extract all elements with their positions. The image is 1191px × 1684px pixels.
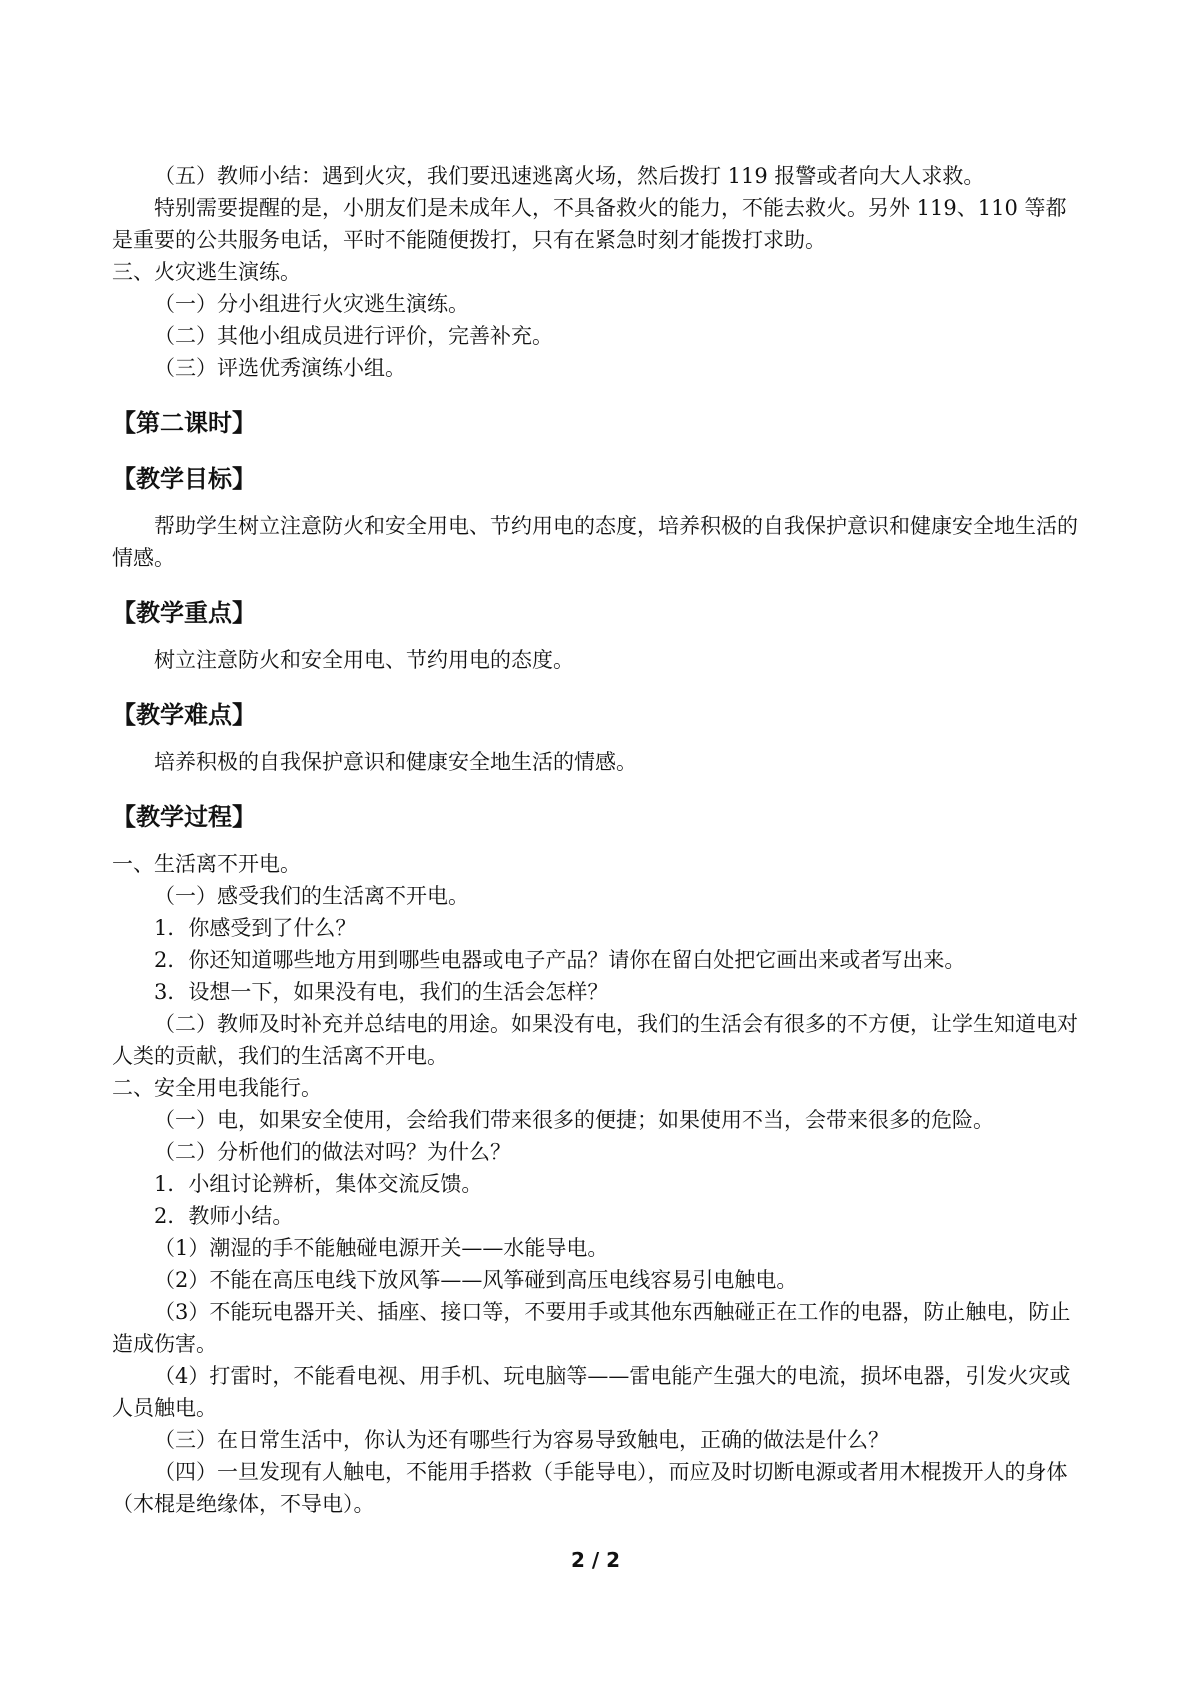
safety-rule: （4）打雷时，不能看电视、用手机、玩电脑等——雷电能产生强大的电流，损坏电器，引发火灾或人员触电。 [112,1364,1071,1420]
process-part-1: 一、生活离不开电。 [112,852,301,876]
process-subitem: 1．小组讨论辨析，集体交流反馈。 [154,1172,483,1196]
summary-paragraph: （五）教师小结：遇到火灾，我们要迅速逃离火场，然后拨打 119 报警或者向大人求救。 [154,164,985,188]
process-item: （四）一旦发现有人触电，不能用手搭救（手能导电），而应及时切断电源或者用木棍拨开人的身体（木棍是绝缘体，不导电）。 [112,1460,1068,1516]
teaching-focus-heading: 【教学重点】 [112,599,256,627]
lesson-two-title: 【第二课时】 [112,409,256,437]
teaching-focus-text: 树立注意防火和安全用电、节约用电的态度。 [154,648,574,672]
process-item: （一）电，如果安全使用，会给我们带来很多的便捷；如果使用不当，会带来很多的危险。 [154,1108,994,1132]
fire-drill-heading: 三、火灾逃生演练。 [112,260,301,284]
reminder-paragraph: 特别需要提醒的是，小朋友们是未成年人，不具备救火的能力，不能去救火。另外 119、110 等都是重要的公共服务电话，平时不能随便拨打，只有在紧急时刻才能拨打求助。 [112,196,1067,252]
safety-rule: （1）潮湿的手不能触碰电源开关——水能导电。 [154,1236,609,1260]
process-item: （二）教师及时补充并总结电的用途。如果没有电，我们的生活会有很多的不方便，让学生知道电对人类的贡献，我们的生活离不开电。 [112,1012,1078,1068]
process-subitem: 2．你还知道哪些地方用到哪些电器或电子产品？请你在留白处把它画出来或者写出来。 [154,948,966,972]
teaching-goal-heading: 【教学目标】 [112,465,256,493]
process-item: （二）分析他们的做法对吗？为什么？ [154,1140,511,1164]
teaching-goal-text: 帮助学生树立注意防火和安全用电、节约用电的态度，培养积极的自我保护意识和健康安全地生活的情感。 [112,514,1078,570]
safety-rule: （3）不能玩电器开关、插座、接口等，不要用手或其他东西触碰正在工作的电器，防止触电，防止造成伤害。 [112,1300,1071,1356]
process-subitem: 1．你感受到了什么？ [154,916,357,940]
page-number: 2 / 2 [570,1548,621,1572]
drill-item-3: （三）评选优秀演练小组。 [154,356,406,380]
process-item: （三）在日常生活中，你认为还有哪些行为容易导致触电，正确的做法是什么？ [154,1428,889,1452]
teaching-difficulty-heading: 【教学难点】 [112,701,256,729]
teaching-difficulty-text: 培养积极的自我保护意识和健康安全地生活的情感。 [154,750,637,774]
drill-item-2: （二）其他小组成员进行评价，完善补充。 [154,324,553,348]
process-subitem: 3．设想一下，如果没有电，我们的生活会怎样？ [154,980,609,1004]
teaching-process-heading: 【教学过程】 [112,803,256,831]
process-subitem: 2．教师小结。 [154,1204,294,1228]
drill-item-1: （一）分小组进行火灾逃生演练。 [154,292,469,316]
process-item: （一）感受我们的生活离不开电。 [154,884,469,908]
document-page [112,160,1082,1520]
safety-rule: （2）不能在高压电线下放风筝——风筝碰到高压电线容易引电触电。 [154,1268,798,1292]
process-part-2: 二、安全用电我能行。 [112,1076,322,1100]
